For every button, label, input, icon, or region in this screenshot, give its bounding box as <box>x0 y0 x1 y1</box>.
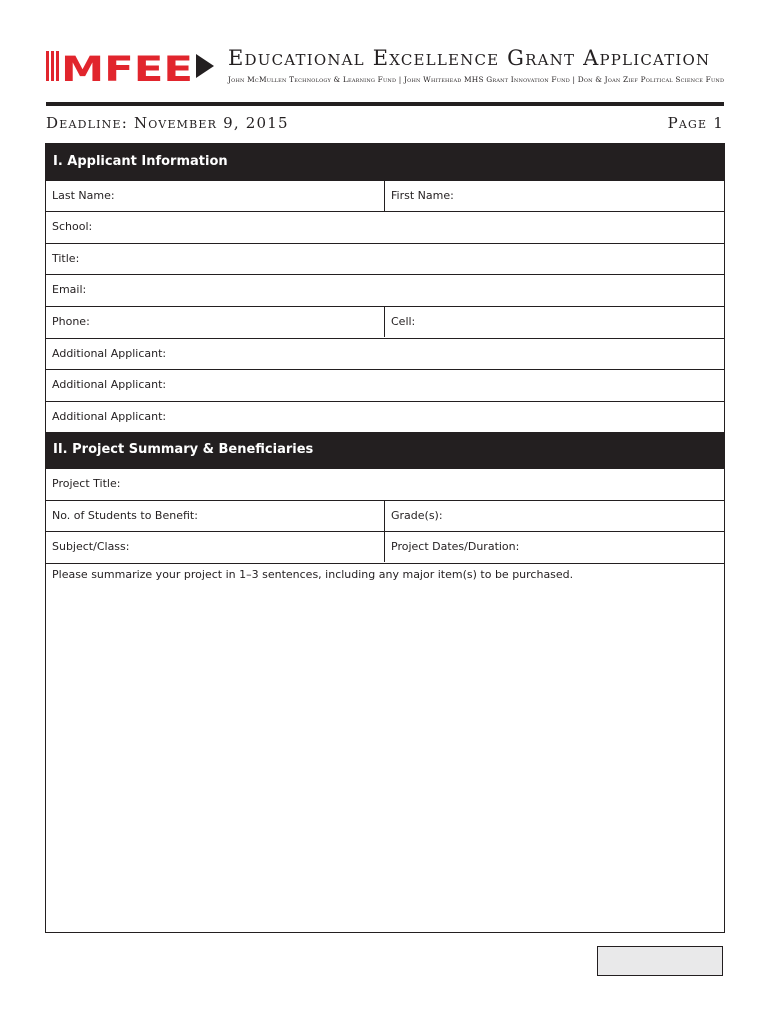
additional-applicant-3-field[interactable]: Additional Applicant: <box>52 410 167 423</box>
form-title: Educational Excellence Grant Application <box>228 46 711 70</box>
row-additional-3 <box>46 401 724 432</box>
application-form <box>45 143 725 933</box>
header-rule <box>46 102 724 106</box>
title-field[interactable]: Title: <box>52 252 80 265</box>
email-field[interactable]: Email: <box>52 283 87 296</box>
summary-prompt: Please summarize your project in 1–3 sentences, including any major item(s) to be purchased. <box>52 568 574 581</box>
row-additional-1 <box>46 338 724 369</box>
row-additional-2 <box>46 369 724 400</box>
page-code-box[interactable] <box>597 946 723 976</box>
section-project-heading: II. Project Summary & Beneficiaries <box>46 432 724 468</box>
row-students <box>46 500 724 531</box>
fund-list: John McMullen Technology & Learning Fund | John Whitehead MHS Grant Innovation Fund | Don & Joan Zief Political Science Fund <box>228 75 725 84</box>
page-number: Page 1 <box>667 114 724 132</box>
row-project-title <box>46 468 724 499</box>
row-name <box>46 180 724 211</box>
section-applicant-heading: I. Applicant Information <box>46 144 724 180</box>
project-summary-field[interactable] <box>46 563 724 932</box>
row-email <box>46 274 724 305</box>
svg-text:MFEE: MFEE <box>61 50 193 86</box>
deadline: Deadline: November 9, 2015 <box>46 114 289 132</box>
last-name-field[interactable]: Last Name: <box>52 189 115 202</box>
cell-field[interactable]: Cell: <box>384 307 724 337</box>
project-dates-field[interactable]: Project Dates/Duration: <box>384 532 724 562</box>
row-phone <box>46 306 724 337</box>
row-school <box>46 211 724 242</box>
project-title-field[interactable]: Project Title: <box>52 477 121 490</box>
additional-applicant-2-field[interactable]: Additional Applicant: <box>52 378 167 391</box>
phone-field[interactable]: Phone: <box>52 315 90 328</box>
additional-applicant-1-field[interactable]: Additional Applicant: <box>52 347 167 360</box>
subject-field[interactable]: Subject/Class: <box>52 540 130 553</box>
mfee-logo <box>46 46 218 86</box>
students-field[interactable]: No. of Students to Benefit: <box>52 509 198 522</box>
grades-field[interactable]: Grade(s): <box>384 501 724 531</box>
row-subject <box>46 531 724 562</box>
first-name-field[interactable]: First Name: <box>384 181 724 211</box>
row-title <box>46 243 724 274</box>
school-field[interactable]: School: <box>52 220 93 233</box>
